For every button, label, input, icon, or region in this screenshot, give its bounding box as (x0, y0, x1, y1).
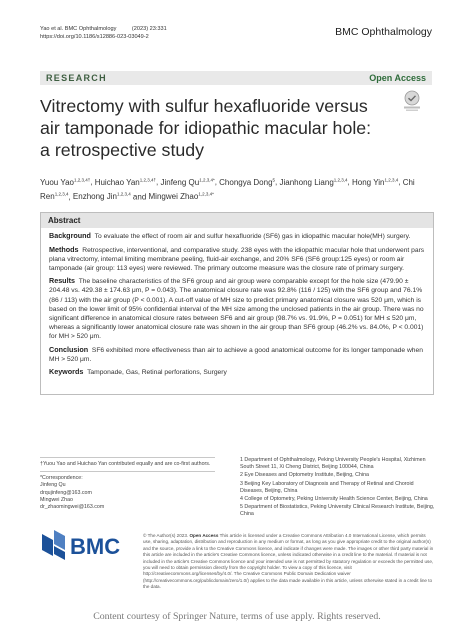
author-name[interactable]: Enzhong Jin (72, 192, 117, 202)
author-name[interactable]: Chongya Dong (219, 177, 273, 187)
author[interactable] (73, 192, 131, 201)
section-text: Retrospective, interventional, and comparative study. 238 eyes with the idiopathic macular hole that underwent pars plana vitrectomy, internal limiting membrane peeling, fluid-air exchange, and 20% SF6 (SF6 group:125 eyes) or room air tamponade (air group: 113 eyes) were reviewed. The primary outcome measure was the closure rate of primary surgery. (49, 246, 425, 272)
abstract-keywords (49, 367, 425, 377)
article-title: Vitrectomy with sulfur hexafluoride versus air tamponade for idiopathic macular hole: a retrospective study (40, 96, 372, 160)
section-text: To evaluate the effect of room air and sulfur hexafluoride (SF6) gas in idiopathic macular hole(MH) surgery. (94, 233, 411, 240)
affiliation: 1 Department of Ophthalmology, Peking University People's Hospital, Xizhimen South Street 11, Xi Cheng District, Beijing 100044, China (240, 457, 426, 471)
author-affiliation-marker: 1,2,3,4† (139, 177, 157, 182)
section-text: SF6 exhibited more effectiveness than air to achieve a good anatomical outcome for its longer tamponade when MH > 520 μm. (49, 346, 423, 363)
footnote-divider (40, 457, 215, 458)
author-affiliation-marker: 1,2,3,4* (198, 191, 214, 197)
author-affiliation-marker: 1,2,3,4† (73, 177, 91, 182)
article-type-label: RESEARCH (46, 73, 107, 83)
abstract-results (49, 276, 425, 341)
section-text: Tamponade, Gas, Retinal perforations, Surgery (87, 369, 227, 377)
author[interactable] (149, 192, 214, 201)
logo-text: BMC (70, 534, 121, 559)
citation (40, 25, 167, 41)
author-affiliation-marker: 1,2,3,4 (333, 177, 348, 182)
affiliation: 3 Beijing Key Laboratory of Diagnosis and Therapy of Retinal and Choroid Diseases, Beijing, China (240, 480, 414, 494)
abstract-body (41, 228, 433, 384)
author-name[interactable]: Yuou Yao (40, 177, 74, 187)
correspondence-author: Mingwei Zhao (40, 496, 73, 503)
author-name[interactable]: Mingwei Zhao (148, 192, 199, 202)
check-for-updates-icon[interactable] (402, 90, 422, 112)
author-name[interactable]: Jianhong Liang (279, 177, 334, 187)
section-label: Background (49, 231, 91, 240)
license-body: This article is licensed under a Creative Commons Attribution 4.0 International License, which permits use, sharing, adaptation, distribution and reproduction in any medium or format, as long as you give appropriate credit to the original author(s) and the source, provide a link to the Creative Commons licence, and indicate if changes were made. The images or other third party material in this article are included in the article's Creative Commons licence, unless indicated otherwise in a credit line to the material. If material is not included in the article's Creative Commons licence and your intended use is not permitted by statutory regulation or exceeds the permitted use, you will need to obtain permission directly from the copyright holder. To view a copy of this licence, visit http://creativecommons.org/licenses/by/4.0/. The Creative Commons Public Domain Dedication waiver (http://creativecommons.org/publicdomain/zero/1.0/) applies to the data made available in this article, unless otherwise stated in a credit line to the data. (143, 533, 434, 590)
journal-name: BMC Ophthalmology (335, 26, 432, 38)
abstract-box (40, 212, 434, 395)
copyright-lead: © The Author(s) 2023. (143, 533, 189, 538)
abstract-methods (49, 245, 425, 273)
section-label: Methods (49, 244, 79, 254)
affiliation: 2 Eye Diseases and Optometry Institute, Beijing, China (240, 472, 369, 479)
open-access-label: Open Access (189, 533, 219, 538)
author[interactable] (280, 178, 348, 187)
courtesy-notice: Content courtesy of Springer Nature, terms of use apply. Rights reserved. (93, 611, 381, 622)
author[interactable] (40, 178, 90, 187)
citation-line: Yao et al. BMC Ophthalmology (2023) 23:331 (40, 26, 167, 32)
author[interactable] (219, 178, 275, 187)
affiliation: 5 Department of Biostatistics, Peking University Clinical Research Institute, Beijing, China (240, 504, 435, 518)
correspondence-email[interactable]: dr_zhaomingwei@163.com (40, 504, 105, 511)
correspondence-label: *Correspondence: (40, 475, 83, 482)
section-label: Conclusion (49, 344, 89, 354)
author[interactable] (95, 178, 156, 187)
abstract-heading: Abstract (41, 213, 433, 228)
author-name[interactable]: Jinfeng Qu (160, 177, 200, 187)
correspondence-author: Jinfeng Qu (40, 482, 66, 489)
section-text: The baseline characteristics of the SF6 group and air group were comparable except for the hole size (479.90 ± 204.48 vs. 429.38 ± 174.63 μm, P = 0.043). The anatomical closure rate was 92.8% (116 / 125) with the SF6 group and 76.1% (86 / 113) with the air group (P < 0.001). A cut-off value of MH size to predict primary anatomical closure was 520 μm, which is based on the lower limit of 95% confidential interval of the MH size among the unclosed patients in the air group. There was no significant difference in anatomical closure rates between SF6 and air group (98.7% vs. 91.9%, P = 0.051) for MH ≤ 520 μm, whereas a significantly lower anatomical closure rate was shown in the air group than SF6 group (46.2% vs. 84.0%, P < 0.001) for MH > 520 μm. (49, 278, 424, 340)
footnote-divider (40, 471, 215, 472)
open-access-label: Open Access (369, 73, 426, 83)
affiliation: 4 College of Optometry, Peking University Health Science Center, Beijing, China (240, 496, 428, 503)
author-affiliation-marker: 1,2,3,4 (116, 191, 131, 197)
abstract-conclusion (49, 345, 425, 364)
bmc-logo-icon (40, 528, 130, 562)
section-label: Keywords (49, 367, 84, 377)
author-name[interactable]: Chi Ren (40, 177, 415, 202)
abstract-background (49, 231, 425, 241)
author-affiliation-marker: 1,2,3,4 (54, 191, 69, 197)
author-affiliation-marker: 5 (272, 177, 276, 182)
doi-link[interactable]: https://doi.org/10.1186/s12886-023-03049-2 (40, 34, 149, 40)
correspondence-email[interactable]: drqujinfeng@163.com (40, 489, 92, 496)
author-name[interactable]: Huichao Yan (94, 177, 140, 187)
license-text (143, 533, 435, 591)
author[interactable] (352, 178, 398, 187)
author-affiliation-marker: 1,2,3,4* (199, 177, 215, 182)
author[interactable] (160, 178, 214, 187)
affiliations (240, 457, 435, 520)
author-affiliation-marker: 1,2,3,4 (384, 177, 399, 182)
article-type-band (40, 71, 432, 85)
correspondence-footnote (40, 457, 215, 511)
equal-contribution-note: †Yuou Yao and Huichao Yan contributed equally and are co-first authors. (40, 461, 211, 467)
author-name[interactable]: Hong Yin (352, 177, 385, 187)
section-label: Results (49, 276, 75, 286)
author-list: Yuou Yao$^{1,2,3,4\dagger}$, Huichao Yan$^{1,2,3,4\dagger}$, Jinfeng $Qu^{1,2,3,4*}$, Chongya Dong$^5$, Jianhong Liang$^{1,2,3,4}$, Hong Yin$^{1,2,3,4}$, Chi Ren$^{1,2,3,4}$, Enzhong Jin$^{1,2,3,4}$ and Mingwei Zhao$^{1,2,3,4*}$ (40, 177, 415, 202)
